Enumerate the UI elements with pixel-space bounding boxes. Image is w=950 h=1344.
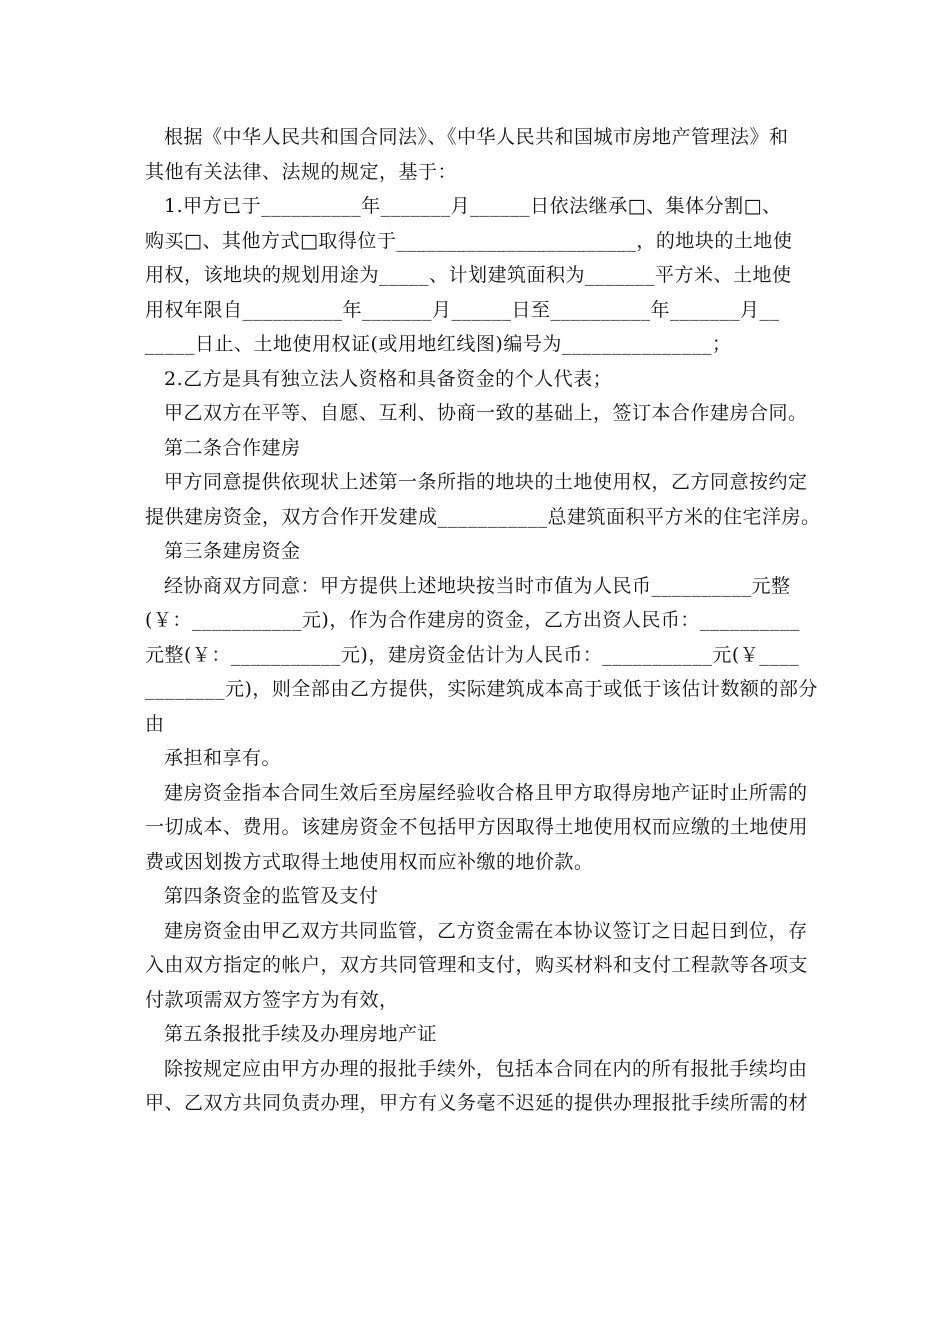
text-line: 甲方同意提供依现状上述第一条所指的地块的土地使用权，乙方同意按约定 [164,471,808,493]
text-line: 经协商双方同意：甲方提供上述地块按当时市值为人民币__________元整 [164,574,791,597]
text-line: 由 [145,712,165,735]
text-line: 1.甲方已于__________年_______月______日依法继承□、集体分割□、 [164,195,782,217]
text-line: 入由双方指定的帐户，双方共同管理和支付，购买材料和支付工程款等各项支 [145,954,809,976]
text-line: ________元)，则全部由乙方提供，实际建筑成本高于或低于该估计数额的部分 [145,678,818,700]
text-line: 除按规定应由甲方办理的报批手续外，包括本合同在内的所有报批手续均由 [164,1057,808,1080]
contract-body [145,120,821,1121]
text-line: 用权，该地块的规划用途为_____、计划建筑面积为_______平方米、土地使 [145,264,792,286]
text-line: 元整(￥：___________元)，建房资金估计为人民币：___________元(￥____ [145,643,800,666]
text-line: 建房资金由甲乙双方共同监管，乙方资金需在本协议签订之日起日到位，存 [164,919,808,942]
text-line: 第三条建房资金 [164,540,301,562]
text-line: 其他有关法律、法规的规定，基于： [145,160,458,183]
text-line: _____日止、土地使用权证(或用地红线图)编号为_______________； [145,333,732,355]
text-line: (￥：___________元)，作为合作建房的资金，乙方出资人民币：__________ [145,609,800,631]
text-line: 甲、乙双方共同负责办理，甲方有义务毫不迟延的提供办理报批手续所需的材 [145,1092,809,1114]
text-line: 2.乙方是具有独立法人资格和具备资金的个人代表； [164,367,613,390]
text-line: 第二条合作建房 [164,436,301,459]
text-line: 购买□、其他方式□取得位于________________________，的地块的土地使 [145,229,793,252]
text-line: 甲乙双方在平等、自愿、互利、协商一致的基础上，签订本合作建房合同。 [164,402,808,424]
text-line: 第五条报批手续及办理房地产证 [164,1023,438,1045]
text-line: 承担和享有。 [164,747,282,769]
text-line: 根据《中华人民共和国合同法》、《中华人民共和国城市房地产管理法》和 [164,126,789,148]
text-line: 提供建房资金，双方合作开发建成___________总建筑面积平方米的住宅洋房。 [145,505,821,528]
text-line: 费或因划拨方式取得土地使用权而应补缴的地价款。 [145,850,594,873]
text-line: 付款项需双方签字方为有效， [145,988,399,1011]
text-line: 第四条资金的监管及支付 [164,885,379,907]
text-line: 用权年限自__________年_______月______日至__________年_______月__ [145,298,780,321]
text-line: 建房资金指本合同生效后至房屋经验收合格且甲方取得房地产证时止所需的 [164,781,808,804]
text-line: 一切成本、费用。该建房资金不包括甲方因取得土地使用权而应缴的土地使用 [145,816,809,838]
